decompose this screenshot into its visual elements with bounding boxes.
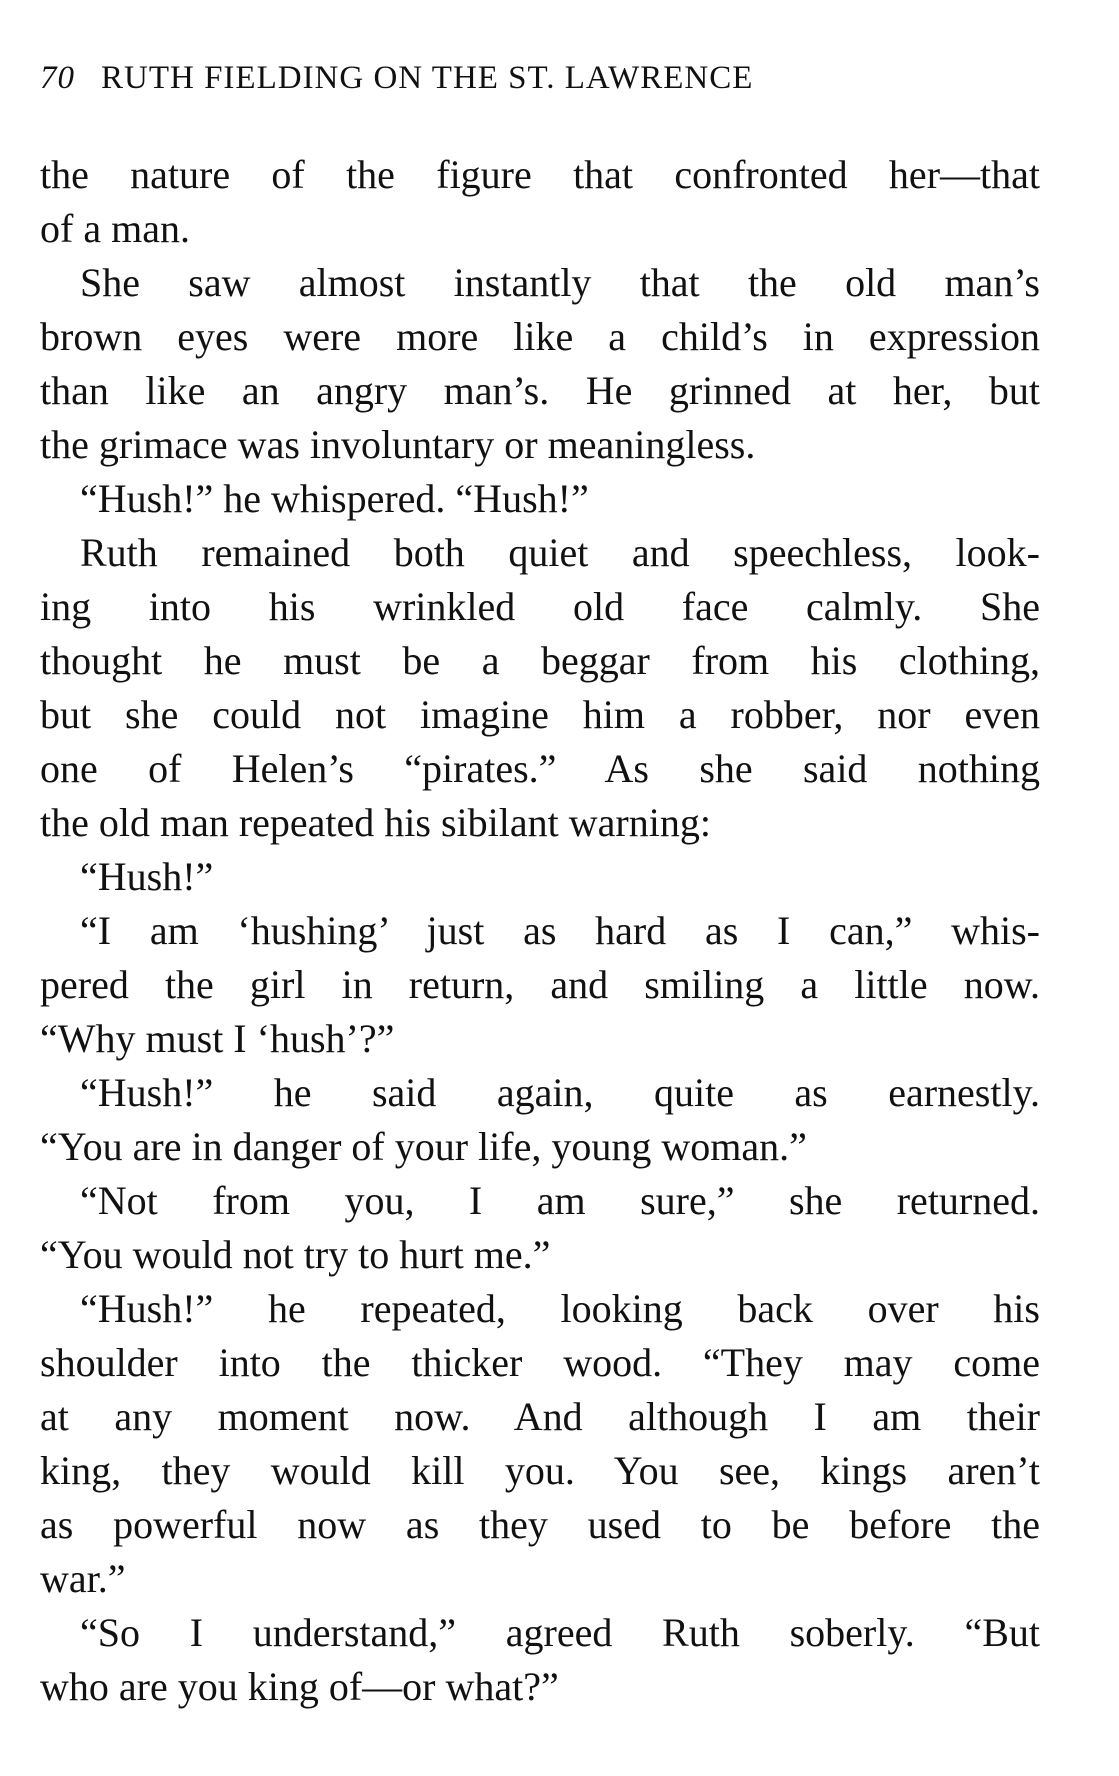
- text-line: thought he must be a beggar from his clothing,: [40, 638, 1040, 683]
- text-line: the old man repeated his sibilant warning:: [40, 800, 711, 845]
- text-line: “Hush!” he whispered. “Hush!”: [80, 476, 589, 521]
- text-line: shoulder into the thicker wood. “They may come: [40, 1340, 1040, 1385]
- text-line: as powerful now as they used to be before the: [40, 1502, 1040, 1547]
- running-header: [40, 60, 940, 100]
- page-number: 70: [40, 60, 75, 96]
- text-line: the grimace was involuntary or meaningless.: [40, 422, 756, 467]
- text-line: pered the girl in return, and smiling a little now.: [40, 962, 1040, 1007]
- body-text: [40, 148, 1040, 1714]
- text-line: of a man.: [40, 206, 190, 251]
- text-line: “Why must I ‘hush’?”: [40, 1016, 395, 1061]
- text-line: “Not from you, I am sure,” she returned.: [80, 1178, 1040, 1223]
- text-line: king, they would kill you. You see, kings aren’t: [40, 1448, 1040, 1493]
- text-line: She saw almost instantly that the old man’s: [80, 260, 1040, 305]
- text-line: one of Helen’s “pirates.” As she said nothing: [40, 746, 1040, 791]
- text-line: who are you king of—or what?”: [40, 1664, 559, 1709]
- text-line: “Hush!”: [80, 854, 214, 899]
- text-line: “Hush!” he said again, quite as earnestly.: [80, 1070, 1040, 1115]
- text-line: Ruth remained both quiet and speechless, look-: [80, 530, 1040, 575]
- text-line: brown eyes were more like a child’s in expression: [40, 314, 1040, 359]
- text-line: at any moment now. And although I am their: [40, 1394, 1040, 1439]
- text-line: “You are in danger of your life, young woman.”: [40, 1124, 807, 1169]
- text-line: “So I understand,” agreed Ruth soberly. “But: [80, 1610, 1040, 1655]
- running-title: RUTH FIELDING ON THE ST. LAWRENCE: [101, 60, 754, 96]
- text-line: “I am ‘hushing’ just as hard as I can,” whis-: [80, 908, 1040, 953]
- text-line: but she could not imagine him a robber, nor even: [40, 692, 1040, 737]
- text-line: the nature of the figure that confronted her—that: [40, 152, 1040, 197]
- text-line: “You would not try to hurt me.”: [40, 1232, 551, 1277]
- text-line: “Hush!” he repeated, looking back over his: [80, 1286, 1040, 1331]
- text-line: ing into his wrinkled old face calmly. She: [40, 584, 1040, 629]
- text-line: than like an angry man’s. He grinned at her, but: [40, 368, 1040, 413]
- text-line: war.”: [40, 1556, 126, 1601]
